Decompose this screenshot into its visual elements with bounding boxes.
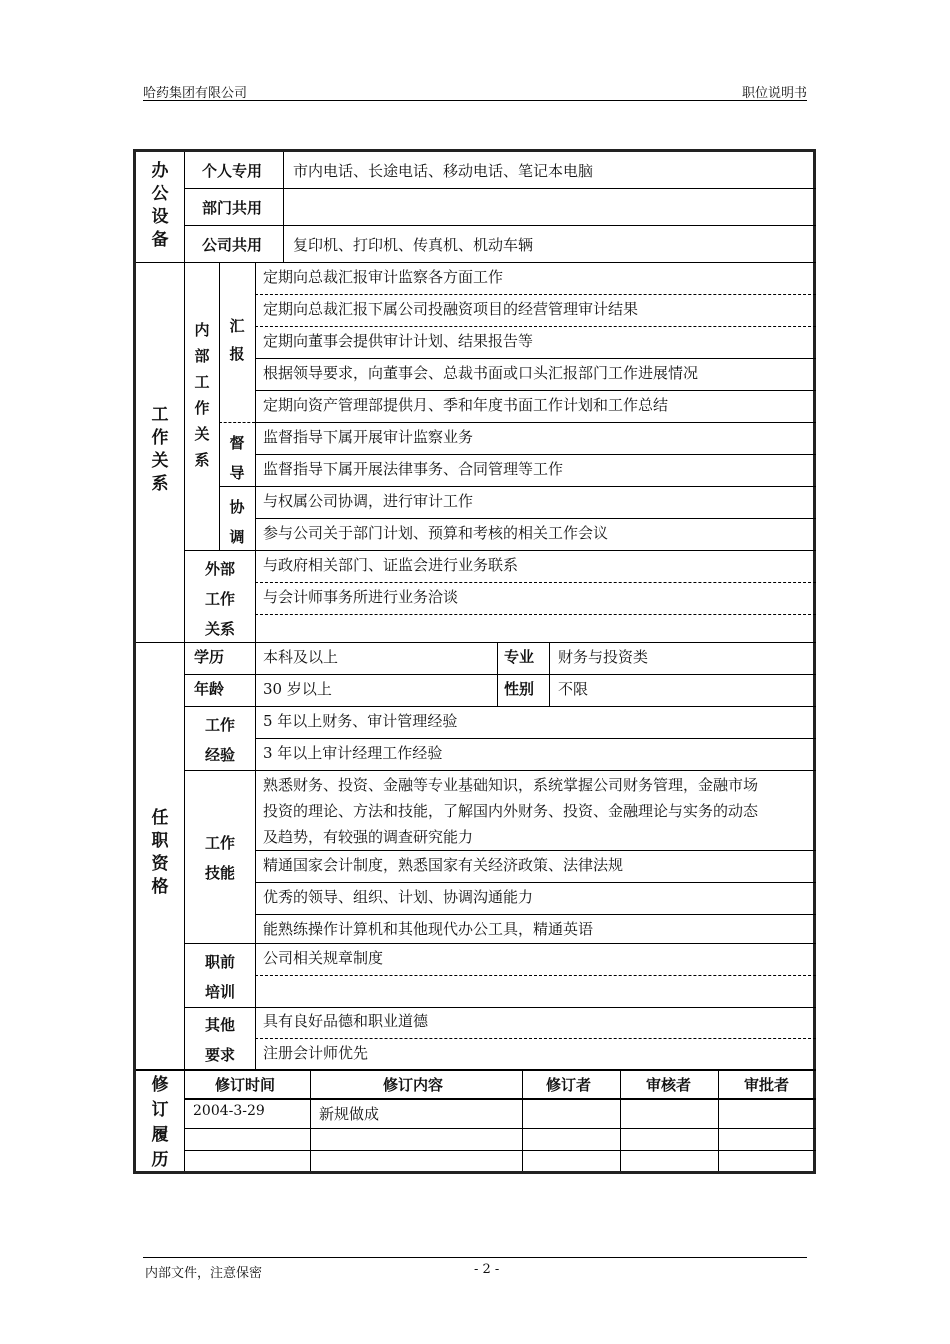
- row-line: [255, 1038, 816, 1039]
- section-line: [136, 1069, 816, 1071]
- experience-item: 5 年以上财务、审计管理经验: [263, 712, 458, 730]
- major-value: 财务与投资类: [558, 648, 649, 666]
- revision-header-content: 修订内容: [383, 1076, 444, 1094]
- row-line: [255, 358, 816, 359]
- major-label: 专业: [504, 648, 535, 666]
- coordinate-label: 协调: [229, 498, 245, 546]
- rev-divider-4: [718, 1070, 719, 1171]
- personal-value: 市内电话、长途电话、移动电话、笔记本电脑: [293, 162, 594, 180]
- row-line: [184, 1128, 816, 1129]
- row-line: [184, 188, 816, 189]
- external-label: 外部工作关系: [204, 560, 235, 638]
- company-value: 复印机、打印机、传真机、机动车辆: [293, 236, 534, 254]
- row-line: [184, 550, 816, 551]
- document-title: 职位说明书: [741, 86, 807, 101]
- company-label: 公司共用: [202, 236, 263, 254]
- row-line: [255, 614, 816, 615]
- row-line: [255, 882, 816, 883]
- page-number: - 2 -: [474, 1262, 500, 1277]
- revision-section-label: 修订履历: [151, 1075, 169, 1170]
- skills-text: 及趋势，有较强的调查研究能力: [263, 828, 474, 846]
- rev-divider-3: [620, 1070, 621, 1171]
- dept-label: 部门共用: [202, 199, 263, 217]
- external-item: 与会计师事务所进行业务洽谈: [263, 588, 459, 606]
- sub-line: [219, 422, 255, 423]
- other-label: 其他要求: [204, 1016, 235, 1064]
- row-line: [184, 943, 816, 944]
- skills-item: 能熟练操作计算机和其他现代办公工具，精通英语: [263, 920, 594, 938]
- row-line: [184, 706, 816, 707]
- row-line: [184, 225, 816, 226]
- report-item: 根据领导要求，向董事会、总裁书面或口头汇报部门工作进展情况: [263, 364, 699, 382]
- row-line: [184, 1098, 816, 1100]
- sub-line: [219, 486, 816, 487]
- supervise-item: 监督指导下属开展审计监察业务: [263, 428, 474, 446]
- gender-value: 不限: [558, 680, 589, 698]
- equipment-divider: [283, 152, 284, 262]
- other-item: 注册会计师优先: [263, 1044, 369, 1062]
- skills-label: 工作技能: [204, 834, 235, 882]
- skills-text: 熟悉财务、投资、金融等专业基础知识，系统掌握公司财务管理，金融市场: [263, 776, 759, 794]
- skills-item: 精通国家会计制度，熟悉国家有关经济政策、法律法规: [263, 856, 624, 874]
- rev-divider-2: [522, 1070, 523, 1171]
- report-item: 定期向总裁汇报下属公司投融资项目的经营管理审计结果: [263, 300, 639, 318]
- row-line: [255, 975, 816, 976]
- page-header: [143, 82, 807, 101]
- row-line: [255, 850, 816, 851]
- revision-date: 2004-3-29: [193, 1103, 265, 1119]
- rev-divider-1: [310, 1070, 311, 1171]
- supervise-label: 督导: [229, 434, 245, 482]
- qualifications-section-label: 任职资格: [151, 808, 169, 897]
- training-label: 职前培训: [204, 953, 235, 1001]
- internal-divider: [219, 262, 220, 550]
- row-line: [255, 518, 816, 519]
- experience-label: 工作经验: [204, 716, 235, 764]
- row-line: [255, 738, 816, 739]
- relations-section-label: 工作关系: [151, 405, 169, 494]
- row-line: [255, 326, 816, 327]
- report-item: 定期向总裁汇报审计监察各方面工作: [263, 268, 504, 286]
- row-line: [184, 1007, 816, 1008]
- gender-label: 性别: [504, 680, 535, 698]
- skills-item: 优秀的领导、组织、计划、协调沟通能力: [263, 888, 534, 906]
- row-line: [184, 770, 816, 771]
- other-item: 具有良好品德和职业道德: [263, 1012, 429, 1030]
- education-value: 本科及以上: [263, 648, 339, 666]
- report-item: 定期向资产管理部提供月、季和年度书面工作计划和工作总结: [263, 396, 669, 414]
- equipment-section-label: 办公设备: [151, 161, 169, 250]
- row-line: [255, 390, 816, 391]
- coordinate-item: 参与公司关于部门计划、预算和考核的相关工作会议: [263, 524, 609, 542]
- section-line: [136, 642, 816, 643]
- coordinate-item: 与权属公司协调，进行审计工作: [263, 492, 474, 510]
- revision-header-reviewer: 审核者: [646, 1076, 692, 1094]
- experience-item: 3 年以上审计经理工作经验: [263, 744, 443, 762]
- report-item: 定期向董事会提供审计计划、结果报告等: [263, 332, 534, 350]
- revision-header-approver: 审批者: [744, 1076, 790, 1094]
- age-label: 年龄: [194, 680, 225, 698]
- education-label: 学历: [194, 648, 225, 666]
- footer-note: 内部文件，注意保密: [145, 1266, 263, 1281]
- footer-rule: [143, 1257, 807, 1258]
- training-item: 公司相关规章制度: [263, 949, 384, 967]
- row-line: [255, 422, 816, 423]
- row-line: [255, 582, 816, 583]
- row-line: [255, 914, 816, 915]
- company-name: 哈药集团有限公司: [143, 86, 248, 101]
- personal-label: 个人专用: [202, 162, 263, 180]
- section-column-divider: [184, 152, 185, 1171]
- row-line: [255, 294, 816, 295]
- section-line: [136, 262, 816, 263]
- supervise-item: 监督指导下属开展法律事务、合同管理等工作: [263, 460, 564, 478]
- external-item: 与政府相关部门、证监会进行业务联系: [263, 556, 519, 574]
- revision-header-reviser: 修订者: [546, 1076, 592, 1094]
- row-line: [184, 1150, 816, 1151]
- internal-label: 内部工作关系: [194, 321, 210, 469]
- revision-header-time: 修订时间: [215, 1076, 276, 1094]
- revision-content: 新规做成: [319, 1105, 380, 1123]
- row-line: [184, 674, 816, 675]
- skills-text: 投资的理论、方法和技能，了解国内外财务、投资、金融理论与实务的动态: [263, 802, 759, 820]
- report-label: 汇报: [229, 317, 245, 363]
- row-line: [255, 454, 816, 455]
- age-value: 30 岁以上: [263, 680, 332, 698]
- job-description-table: [133, 149, 816, 1174]
